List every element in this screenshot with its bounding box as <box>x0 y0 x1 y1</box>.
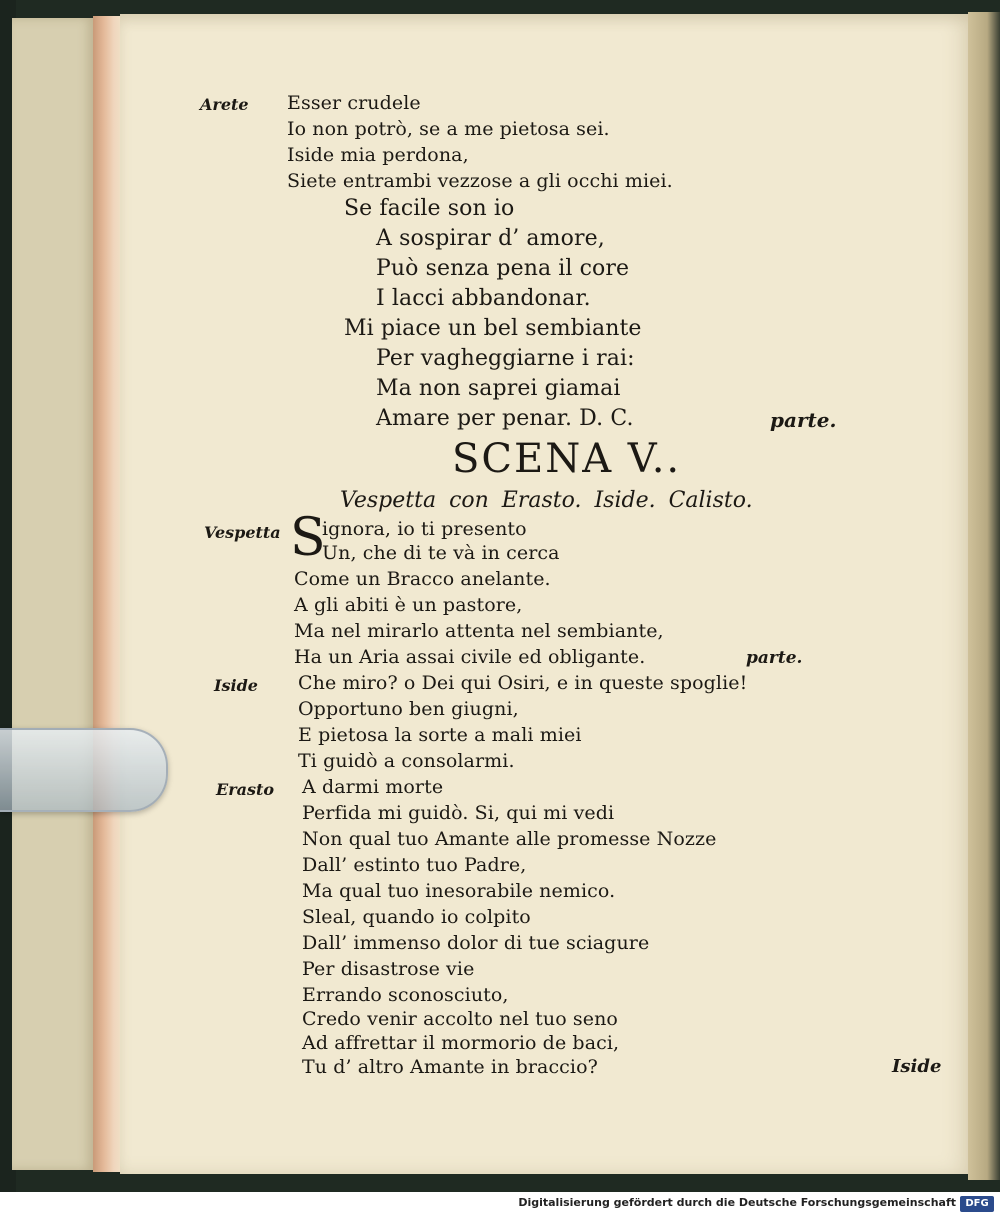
stage-direction-parte: parte. <box>770 408 837 432</box>
speaker-vespetta: Vespetta <box>204 523 281 542</box>
text-line: A darmi morte <box>302 776 444 798</box>
text-line: Sleal, quando io colpito <box>302 906 531 928</box>
text-line: Un, che di te và in cerca <box>322 542 560 564</box>
text-line: E pietosa la sorte a mali miei <box>298 724 582 746</box>
text-line: Ad affrettar il mormorio de baci, <box>302 1032 620 1054</box>
text-line: Ha un Aria assai civile ed obligante. <box>294 646 646 668</box>
text-line: Errando sconosciuto, <box>302 984 509 1006</box>
text-line: Dall’ immenso dolor di tue sciagure <box>302 932 650 954</box>
page-clip <box>0 728 168 812</box>
aria-line: Se facile son io <box>344 196 515 221</box>
aria-line: A sospirar d’ amore, <box>376 226 605 251</box>
footer-credit: Digitalisierung gefördert durch die Deutsche Forschungsgemeinschaft <box>518 1196 956 1209</box>
aria-line: Può senza pena il core <box>376 256 630 281</box>
dfg-logo: DFG <box>960 1196 994 1212</box>
speaker-iside: Iside <box>214 676 258 695</box>
aria-line: Amare per penar. D. C. <box>376 406 634 431</box>
text-line: Io non potrò, se a me pietosa sei. <box>287 118 610 140</box>
text-line: Che miro? o Dei qui Osiri, e in queste spoglie! <box>298 672 748 694</box>
drop-cap: S <box>290 508 326 568</box>
text-line: Perfida mi guidò. Si, qui mi vedi <box>302 802 615 824</box>
scene-cast: Vespetta con Erasto. Iside. Calisto. <box>340 488 753 513</box>
catchword: Iside <box>892 1056 942 1077</box>
aria-line: Mi piace un bel sembiante <box>344 316 642 341</box>
aria-line: I lacci abbandonar. <box>376 286 591 311</box>
text-line: Esser crudele <box>287 92 421 114</box>
text-line: Siete entrambi vezzose a gli occhi miei. <box>287 170 673 192</box>
speaker-arete: Arete <box>200 95 249 114</box>
text-line: Tu d’ altro Amante in braccio? <box>302 1056 598 1078</box>
text-line: Credo venir accolto nel tuo seno <box>302 1008 618 1030</box>
book-gutter <box>93 16 123 1172</box>
speaker-erasto: Erasto <box>216 780 275 799</box>
text-line: Ma nel mirarlo attenta nel sembiante, <box>294 620 664 642</box>
text-line: Non qual tuo Amante alle promesse Nozze <box>302 828 717 850</box>
text-line: ignora, io ti presento <box>322 518 527 540</box>
text-line: Dall’ estinto tuo Padre, <box>302 854 527 876</box>
scene-title: SCENA V.. <box>452 436 682 482</box>
text-line: Ma qual tuo inesorabile nemico. <box>302 880 616 902</box>
right-page-edge <box>968 12 1000 1180</box>
text-line: Come un Bracco anelante. <box>294 568 551 590</box>
stage-direction-parte: parte. <box>746 648 803 668</box>
text-line: A gli abiti è un pastore, <box>294 594 523 616</box>
text-line: Per disastrose vie <box>302 958 475 980</box>
text-line: Opportuno ben giugni, <box>298 698 519 720</box>
aria-line: Per vagheggiarne i rai: <box>376 346 635 371</box>
text-line: Ti guidò a consolarmi. <box>298 750 515 772</box>
left-page-edge <box>12 18 96 1170</box>
text-line: Iside mia perdona, <box>287 144 469 166</box>
aria-line: Ma non saprei giamai <box>376 376 621 401</box>
